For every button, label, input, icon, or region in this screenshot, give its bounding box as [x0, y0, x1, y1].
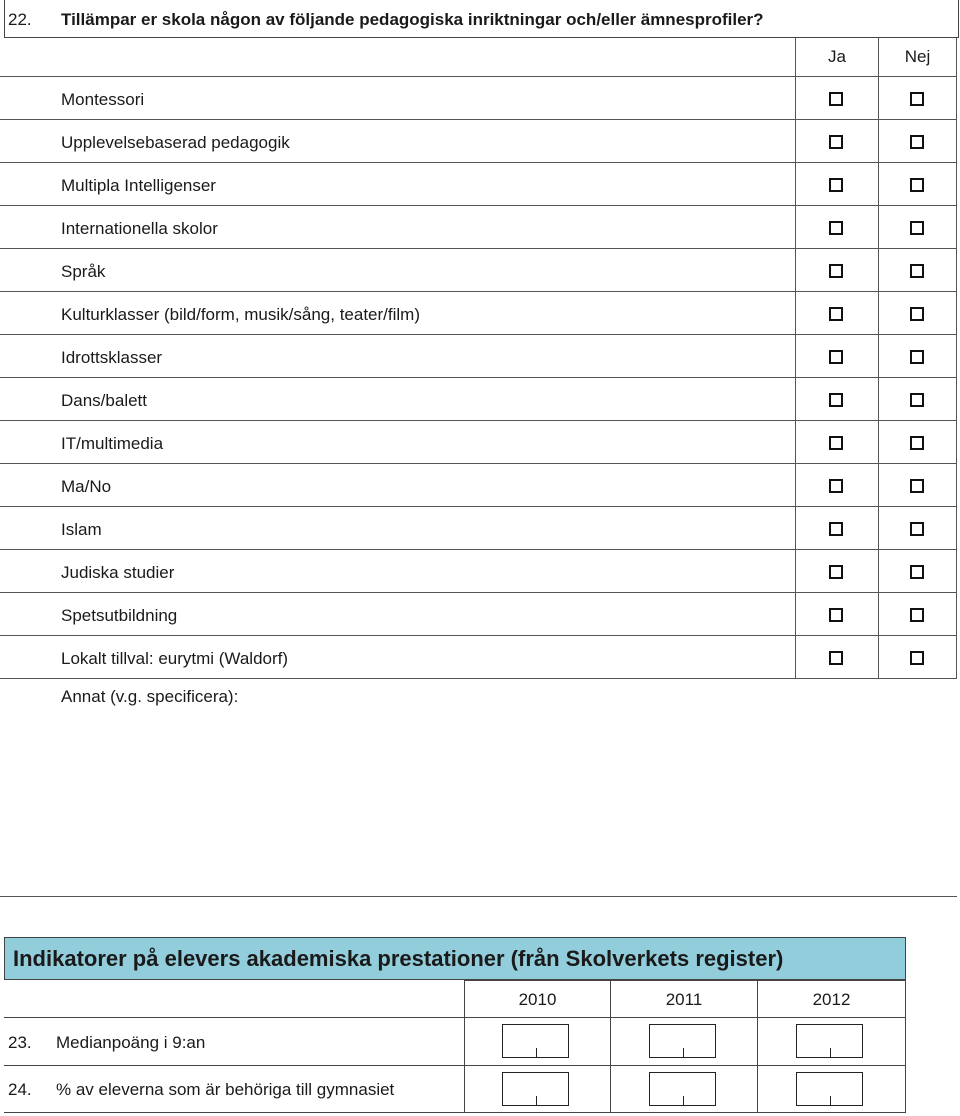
checkbox-ja[interactable] [829, 436, 843, 450]
column-separator [956, 38, 957, 679]
divider [464, 980, 906, 981]
option-row [0, 378, 957, 421]
indicators-title: Indikatorer på elevers akademiska prestationer (från Skolverkets register) [13, 946, 784, 971]
option-row [0, 464, 957, 507]
checkbox-ja[interactable] [829, 264, 843, 278]
checkbox-nej[interactable] [910, 135, 924, 149]
divider [4, 1017, 906, 1018]
option-label: IT/multimedia [61, 434, 164, 453]
divider [0, 678, 957, 679]
checkbox-nej[interactable] [910, 393, 924, 407]
checkbox-ja[interactable] [829, 522, 843, 536]
option-row [0, 249, 957, 292]
divider [905, 937, 906, 1113]
option-label: Idrottsklasser [61, 348, 163, 367]
answer-box-24-2010[interactable] [502, 1072, 569, 1106]
option-label: Multipla Intelligenser [61, 176, 216, 195]
divider [0, 896, 957, 897]
checkbox-nej[interactable] [910, 307, 924, 321]
question-24-number: 24. [8, 1080, 32, 1099]
answer-box-24-2012[interactable] [796, 1072, 863, 1106]
checkbox-ja[interactable] [829, 178, 843, 192]
column-separator [878, 38, 879, 679]
answer-box-23-2011[interactable] [649, 1024, 716, 1058]
column-separator [795, 38, 796, 679]
option-row [0, 550, 957, 593]
column-header-nej: Nej [904, 47, 931, 66]
column-header-ja: Ja [828, 47, 846, 66]
checkbox-nej[interactable] [910, 178, 924, 192]
option-label: Spetsutbildning [61, 606, 178, 625]
checkbox-ja[interactable] [829, 393, 843, 407]
option-row [0, 335, 957, 378]
option-row [0, 163, 957, 206]
option-row [0, 593, 957, 636]
checkbox-nej[interactable] [910, 221, 924, 235]
checkbox-nej[interactable] [910, 436, 924, 450]
option-label: Judiska studier [61, 563, 175, 582]
checkbox-nej[interactable] [910, 651, 924, 665]
option-row [0, 421, 957, 464]
checkbox-nej[interactable] [910, 479, 924, 493]
year-2010: 2010 [518, 990, 557, 1009]
checkbox-ja[interactable] [829, 565, 843, 579]
checkbox-nej[interactable] [910, 264, 924, 278]
checkbox-ja[interactable] [829, 92, 843, 106]
checkbox-nej[interactable] [910, 565, 924, 579]
answer-box-23-2010[interactable] [502, 1024, 569, 1058]
option-label: Ma/No [61, 477, 112, 496]
question-23-text: Medianpoäng i 9:an [56, 1033, 206, 1052]
question-23-number: 23. [8, 1033, 32, 1052]
option-label: Dans/balett [61, 391, 147, 410]
option-label: Internationella skolor [61, 219, 218, 238]
checkbox-ja[interactable] [829, 651, 843, 665]
answer-box-23-2012[interactable] [796, 1024, 863, 1058]
checkbox-ja[interactable] [829, 307, 843, 321]
checkbox-nej[interactable] [910, 92, 924, 106]
option-row [0, 292, 957, 335]
checkbox-nej[interactable] [910, 608, 924, 622]
option-row [0, 636, 957, 679]
year-2011: 2011 [665, 990, 703, 1009]
option-label: Språk [61, 262, 106, 281]
other-specify-label: Annat (v.g. specificera): [61, 687, 239, 706]
option-row [0, 120, 957, 163]
checkbox-ja[interactable] [829, 350, 843, 364]
option-label: Lokalt tillval: eurytmi (Waldorf) [61, 649, 289, 668]
checkbox-ja[interactable] [829, 221, 843, 235]
option-row [0, 77, 957, 120]
year-2012: 2012 [812, 990, 851, 1009]
option-label: Montessori [61, 90, 145, 109]
option-row [0, 507, 957, 550]
option-label: Kulturklasser (bild/form, musik/sång, teater/film) [61, 305, 420, 324]
question-number: 22. [8, 10, 32, 29]
option-label: Islam [61, 520, 102, 539]
option-label: Upplevelsebaserad pedagogik [61, 133, 290, 152]
question-24-text: % av eleverna som är behöriga till gymnasiet [56, 1080, 395, 1099]
checkbox-nej[interactable] [910, 350, 924, 364]
checkbox-ja[interactable] [829, 608, 843, 622]
divider [4, 1112, 906, 1113]
divider [4, 1065, 906, 1066]
checkbox-ja[interactable] [829, 479, 843, 493]
question-text: Tillämpar er skola någon av följande pedagogiska inriktningar och/eller ämnesprofiler? [61, 10, 764, 29]
checkbox-ja[interactable] [829, 135, 843, 149]
checkbox-nej[interactable] [910, 522, 924, 536]
answer-box-24-2011[interactable] [649, 1072, 716, 1106]
option-row [0, 206, 957, 249]
